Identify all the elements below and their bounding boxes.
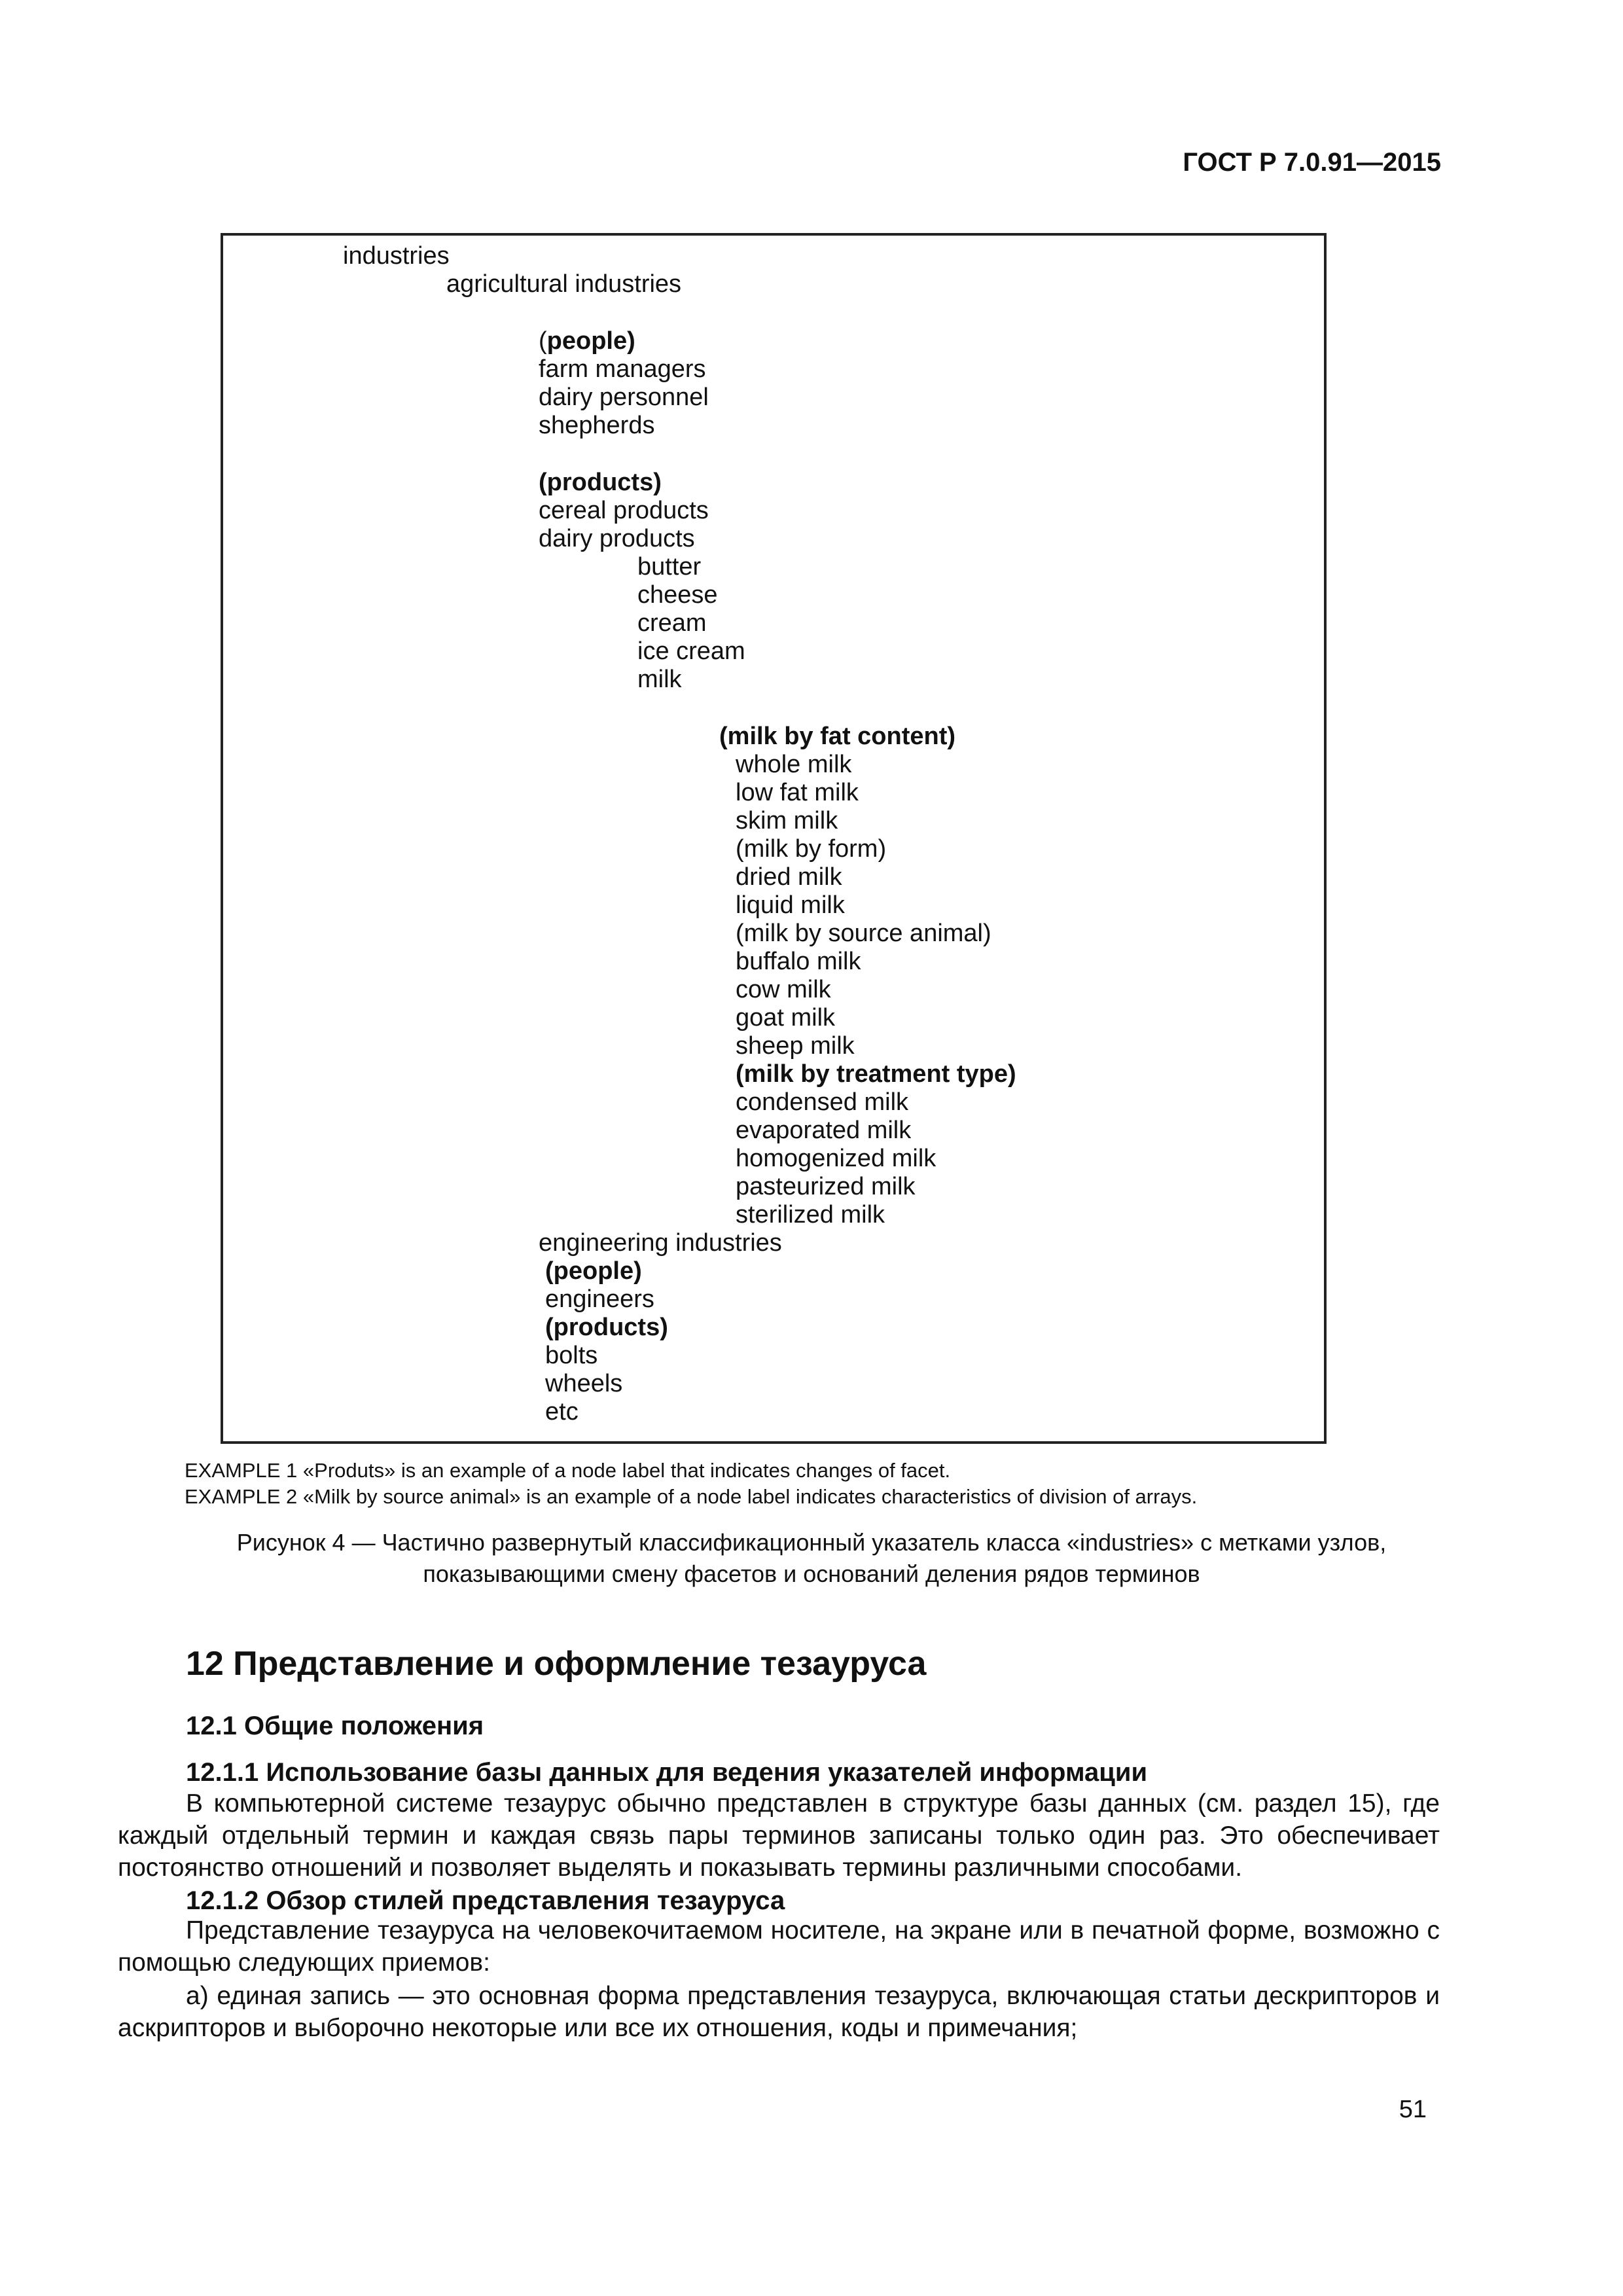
example-1: EXAMPLE 1 «Produts» is an example of a node label that indicates changes of facet. [185, 1459, 951, 1482]
tree-item-liquid-milk: liquid milk [736, 891, 845, 919]
tree-item-dairy-products: dairy products [539, 525, 695, 552]
tree-item-milk: milk [637, 666, 682, 693]
tree-item-wheels: wheels [545, 1370, 623, 1397]
tree-item-skim-milk: skim milk [736, 807, 838, 834]
node-label-people-word: people [546, 327, 628, 355]
tree-item-sterilized-milk: sterilized milk [736, 1201, 885, 1229]
tree-item-sheep-milk: sheep milk [736, 1032, 855, 1060]
node-label-people-close: ) [627, 327, 635, 355]
paragraph-12-1-2: Представление тезауруса на человекочитаемом носителе, на экране или в печатной форме, возможно с помощью следующих приемов: [118, 1916, 1440, 1977]
document-code: ГОСТ Р 7.0.91—2015 [1183, 148, 1441, 177]
node-label-people-open: ( [539, 327, 547, 355]
paragraph-12-1-1: В компьютерной системе тезаурус обычно представлен в структуре базы данных (см. раздел 15), где каждый отдельный термин и каждая связь пары терминов записаны только один раз. Это обеспечивает постоянство отношений и позволяет выделять и показывать термины различными способами. [118, 1789, 1440, 1882]
figure-caption-line-2: показывающими смену фасетов и оснований деления рядов терминов [423, 1560, 1200, 1587]
tree-item-homogenized-milk: homogenized milk [736, 1145, 936, 1172]
node-label-people [539, 327, 635, 355]
node-label-eng-products: (products) [545, 1314, 668, 1341]
tree-item-dairy-personnel: dairy personnel [539, 384, 709, 411]
tree-item-goat-milk: goat milk [736, 1004, 836, 1031]
tree-item-cereal-products: cereal products [539, 497, 709, 524]
tree-item-evaporated-milk: evaporated milk [736, 1117, 912, 1144]
node-label-products: (products) [539, 469, 662, 496]
tree-item-bolts: bolts [545, 1342, 598, 1369]
tree-item-dried-milk: dried milk [736, 863, 842, 891]
tree-item-cheese: cheese [637, 581, 718, 609]
tree-item-low-fat-milk: low fat milk [736, 779, 859, 806]
tree-item-butter: butter [637, 553, 702, 581]
tree-item-cow-milk: cow milk [736, 976, 831, 1003]
subsection-title: 12.1 Общие положения [186, 1712, 484, 1740]
node-label-milk-by-fat-content: (milk by fat content) [719, 723, 956, 750]
heading-12-1-1: 12.1.1 Использование базы данных для ведения указателей информации [186, 1758, 1148, 1787]
paragraph-list-a: а) единая запись — это основная форма представления тезауруса, включающая статьи дескрипторов и аскрипторов и выборочно некоторые или все их отношения, коды и примечания; [118, 1982, 1440, 2042]
tree-item-ice-cream: ice cream [637, 637, 745, 665]
tree-item-agricultural-industries: agricultural industries [446, 270, 682, 298]
node-label-milk-by-treatment-type: (milk by treatment type) [736, 1060, 1016, 1088]
tree-item-condensed-milk: condensed milk [736, 1088, 909, 1116]
heading-12-1-2: 12.1.2 Обзор стилей представления тезауруса [186, 1886, 785, 1915]
example-2: EXAMPLE 2 «Milk by source animal» is an example of a node label indicates characteristics of division of arrays. [185, 1485, 1198, 1508]
node-label-eng-people: (people) [545, 1257, 642, 1285]
tree-item-buffalo-milk: buffalo milk [736, 948, 861, 975]
tree-item-engineering-industries: engineering industries [539, 1229, 782, 1257]
page-number: 51 [1399, 2096, 1427, 2123]
tree-item-shepherds: shepherds [539, 412, 655, 439]
section-title: 12 Представление и оформление тезауруса [186, 1645, 927, 1683]
tree-item-engineers: engineers [545, 1285, 654, 1313]
tree-item-etc: etc [545, 1398, 579, 1426]
node-label-milk-by-form: (milk by form) [736, 835, 887, 863]
tree-item-industries: industries [343, 242, 450, 270]
node-label-milk-by-source-animal: (milk by source animal) [736, 920, 991, 947]
tree-item-cream: cream [637, 609, 707, 637]
figure-caption-line-1: Рисунок 4 — Частично развернутый классификационный указатель класса «industries» с метками узлов, [236, 1529, 1387, 1556]
tree-item-whole-milk: whole milk [736, 751, 852, 778]
tree-item-farm-managers: farm managers [539, 355, 706, 383]
tree-item-pasteurized-milk: pasteurized milk [736, 1173, 916, 1200]
